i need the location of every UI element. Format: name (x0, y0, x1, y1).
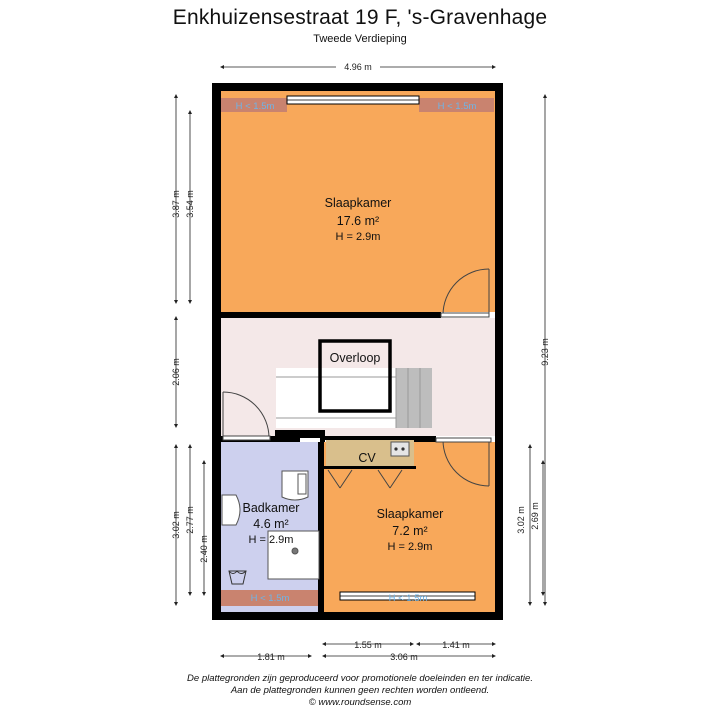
dim-right-outer-bottom: 3.02 m (516, 506, 526, 534)
badkamer-area: 4.6 m² (253, 517, 289, 531)
dim-bottom-mid-a: 1.55 m (354, 640, 382, 650)
dim-right-inner-bottom: 2.69 m (530, 502, 540, 530)
overloop-label: Overloop (329, 351, 381, 365)
low-ceiling-label-bottom-right: H < 1.5m (388, 593, 428, 604)
dim-right-total: 9.23 m (540, 338, 550, 366)
dim-left-outer-bottom: 3.02 m (171, 511, 181, 539)
slaapkamer-bottom-height: H = 2.9m (387, 541, 433, 553)
boiler-unit (391, 442, 409, 456)
slaapkamer-bottom-area: 7.2 m² (392, 524, 428, 538)
low-ceiling-label-bottom-left: H < 1.5m (250, 593, 290, 604)
low-ceiling-label-top-right: H < 1.5m (437, 101, 477, 112)
dim-left-outer-top: 3.87 m (171, 190, 181, 218)
slaapkamer-bottom-label: Slaapkamer (376, 507, 444, 521)
plan-title: Enkhuizensestraat 19 F, 's-Gravenhage (172, 6, 548, 29)
dim-bottom-mid-b: 3.06 m (390, 652, 418, 662)
disclaimer-line-2: Aan de plattegronden kunnen geen rechten worden ontleend. (230, 685, 490, 696)
copyright-link[interactable]: © www.roundsense.com (308, 697, 412, 708)
low-ceiling-label-top-left: H < 1.5m (235, 101, 275, 112)
dim-bottom-right: 1.41 m (442, 640, 470, 650)
dim-top-width: 4.96 m (344, 62, 372, 72)
stair-treads (396, 368, 432, 428)
dim-left-inner-bottom: 2.40 m (199, 535, 209, 563)
dim-left-inner-top: 3.54 m (185, 190, 195, 218)
floor-subtitle: Tweede Verdieping (313, 33, 407, 45)
badkamer-label: Badkamer (242, 501, 300, 515)
slaapkamer-top-label: Slaapkamer (324, 196, 392, 210)
slaapkamer-top-area: 17.6 m² (336, 214, 380, 228)
badkamer-height: H = 2.9m (248, 534, 294, 546)
cv-label: CV (358, 451, 376, 465)
disclaimer-line-1: De plattegronden zijn geproduceerd voor promotionele doeleinden en ter indicatie. (187, 673, 533, 684)
dim-bottom-left: 1.81 m (257, 652, 285, 662)
slaapkamer-top-height: H = 2.9m (335, 231, 381, 243)
disclaimer (0, 673, 720, 709)
dim-left-middle: 2.06 m (171, 358, 181, 386)
sink-icon (222, 495, 240, 525)
dim-left-mid-bottom: 2.77 m (185, 506, 195, 534)
